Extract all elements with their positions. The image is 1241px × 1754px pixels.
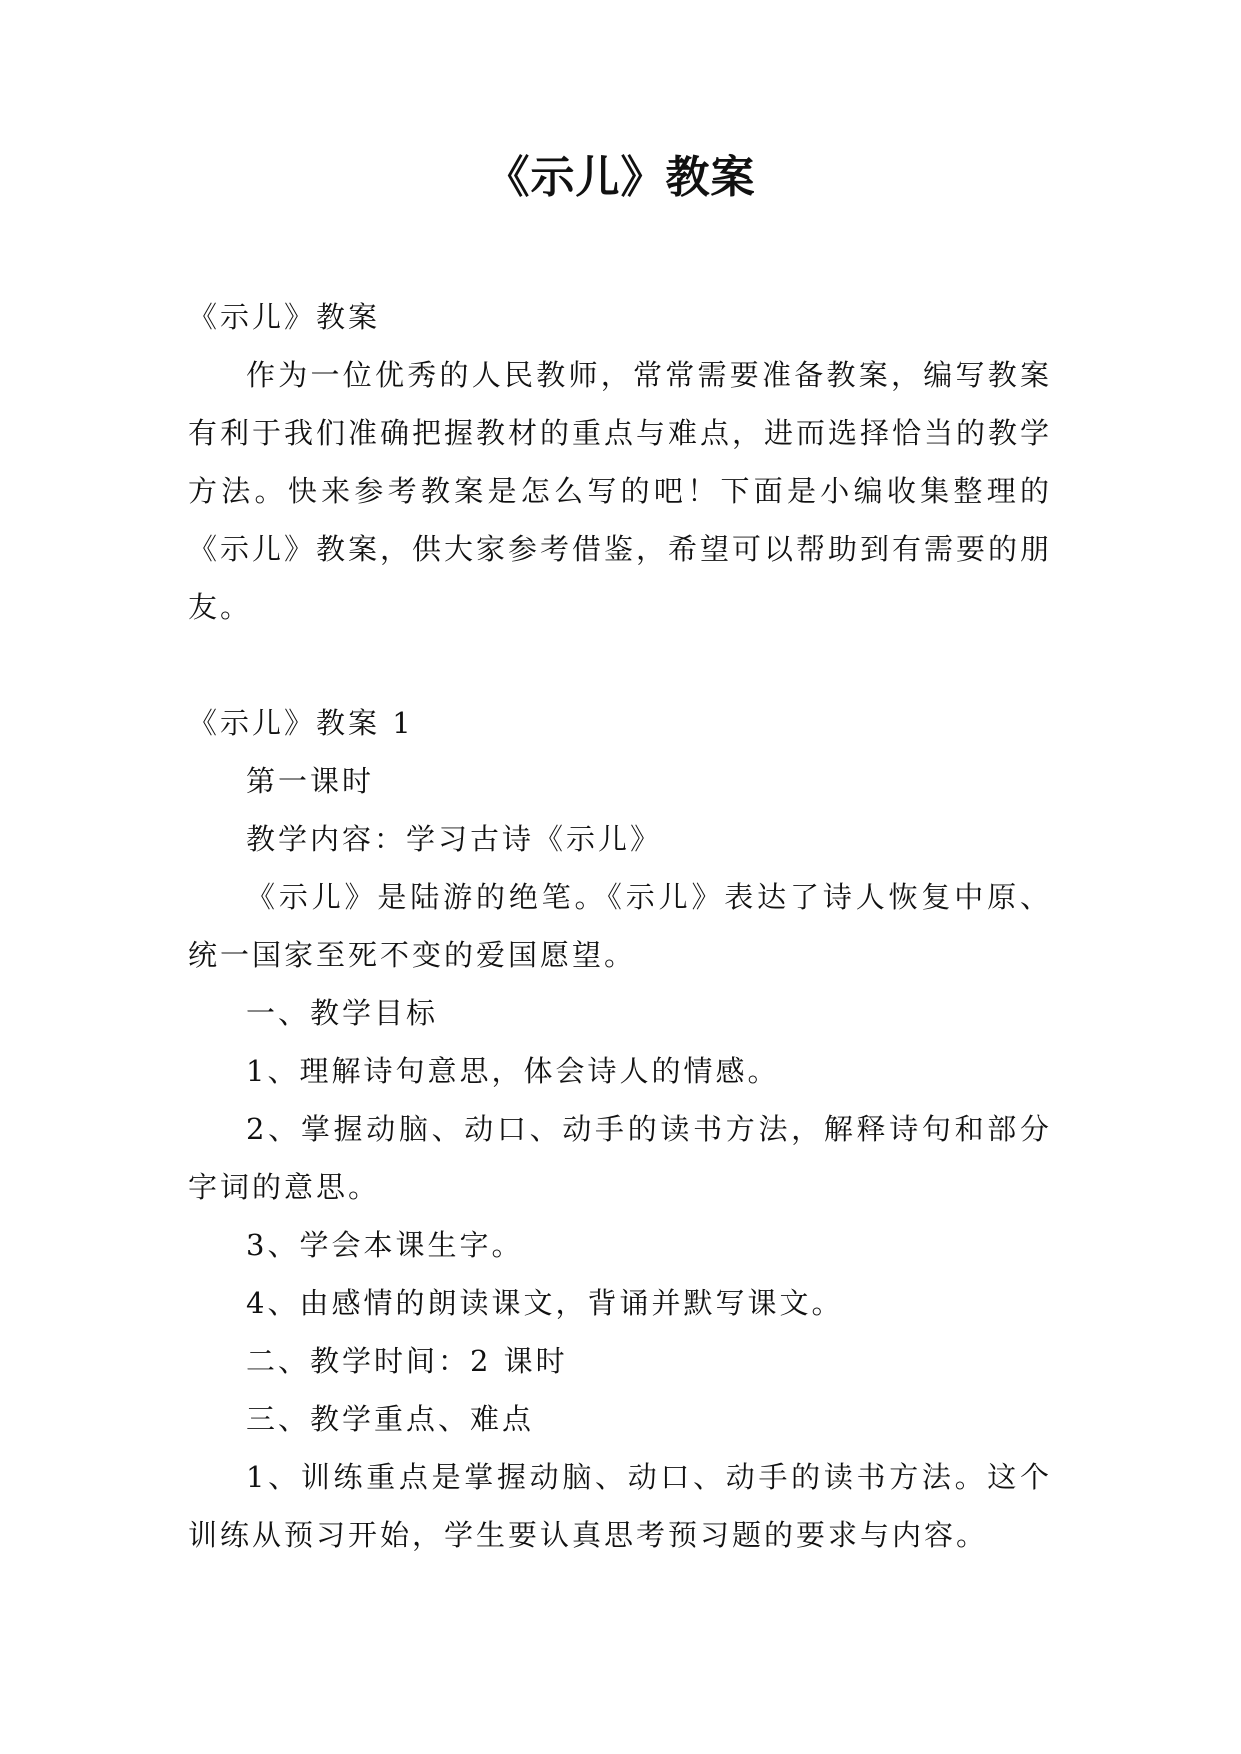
teaching-time: 二、教学时间：2 课时	[246, 1344, 568, 1378]
paragraph-gap	[188, 636, 1052, 694]
document-subtitle: 《示儿》教案	[188, 300, 381, 334]
poem-summary: 《示儿》是陆游的绝笔。《示儿》表达了诗人恢复中原、统一国家至死不变的爱国愿望。	[188, 880, 1052, 972]
goal-item-3: 3、学会本课生字。	[246, 1228, 524, 1262]
document-title: 《示儿》教案	[485, 152, 756, 203]
goal-item-4: 4、由感情的朗读课文，背诵并默写课文。	[246, 1286, 844, 1320]
document-body	[188, 288, 1052, 1564]
section-heading: 《示儿》教案 1	[188, 706, 414, 740]
keypoints-heading: 三、教学重点、难点	[246, 1402, 535, 1436]
keypoint-item-1: 1、训练重点是掌握动脑、动口、动手的读书方法。这个训练从预习开始，学生要认真思考预习题的要求与内容。	[188, 1460, 1052, 1552]
goals-heading: 一、教学目标	[246, 996, 439, 1030]
goal-item-1: 1、理解诗句意思，体会诗人的情感。	[246, 1054, 780, 1088]
teaching-content: 教学内容：学习古诗《示儿》	[246, 822, 663, 856]
intro-paragraph: 作为一位优秀的人民教师，常常需要准备教案，编写教案有利于我们准确把握教材的重点与难点，进而选择恰当的教学方法。快来参考教案是怎么写的吧！下面是小编收集整理的《示儿》教案，供大家参考借鉴，希望可以帮助到有需要的朋友。	[188, 358, 1053, 624]
lesson-label: 第一课时	[246, 764, 375, 798]
goal-item-2: 2、掌握动脑、动口、动手的读书方法，解释诗句和部分字词的意思。	[188, 1112, 1052, 1204]
